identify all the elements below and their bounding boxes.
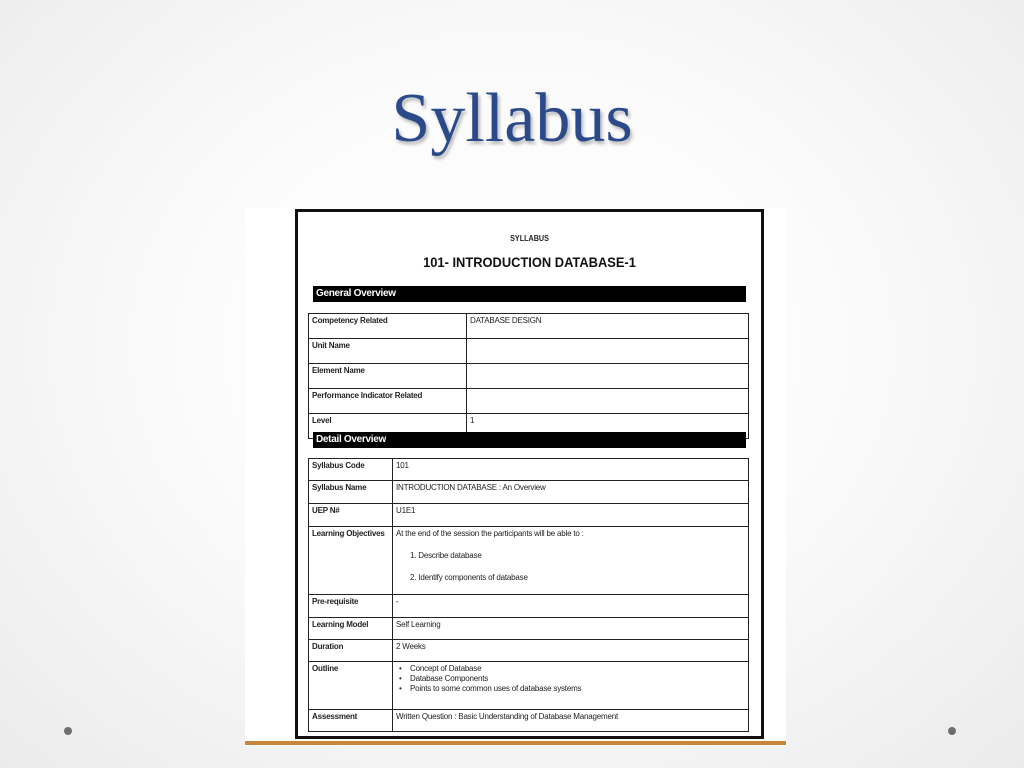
table-row [309,527,749,595]
performance-indicator-label: Performance Indicator Related [309,389,467,414]
table-row [309,459,749,481]
document-accent-line [245,741,786,745]
slide-nav-dot-right [948,727,956,735]
table-row [309,504,749,527]
level-label: Level [309,414,467,439]
slide-nav-dot-left [64,727,72,735]
detail-overview-bar: Detail Overview [313,432,746,448]
syllabus-code-value: 101 [393,459,749,481]
unit-name-label: Unit Name [309,339,467,364]
document-small-title: SYLLABUS [510,234,549,243]
table-row [309,389,749,414]
syllabus-document [295,209,764,739]
competency-label: Competency Related [309,314,467,339]
syllabus-name-label: Syllabus Name [309,481,393,504]
element-name-value [467,364,749,389]
table-row [309,364,749,389]
list-item: • Points to some common uses of database systems [396,684,745,694]
unit-name-value [467,339,749,364]
uep-label: UEP N# [309,504,393,527]
detail-overview-table [308,458,749,732]
competency-value: DATABASE DESIGN [467,314,749,339]
syllabus-name-value: INTRODUCTION DATABASE : An Overview [393,481,749,504]
list-item: • Concept of Database [396,664,745,674]
performance-indicator-value [467,389,749,414]
element-name-label: Element Name [309,364,467,389]
duration-value: 2 Weeks [393,640,749,662]
general-overview-bar: General Overview [313,286,746,302]
level-value: 1 [467,414,749,439]
slide-title: Syllabus [391,80,633,157]
table-row [309,618,749,640]
objectives-list [396,551,745,583]
objectives-intro: At the end of the session the participants will be able to : [396,529,584,538]
prerequisite-value: - [393,595,749,618]
assessment-value: Written Question : Basic Understanding of Database Management [393,710,749,732]
outline-list [396,664,745,694]
prerequisite-label: Pre-requisite [309,595,393,618]
table-row [309,662,749,710]
outline-label: Outline [309,662,393,710]
table-row [309,339,749,364]
learning-objectives-cell [393,527,749,595]
outline-cell [393,662,749,710]
learning-model-label: Learning Model [309,618,393,640]
table-row [309,314,749,339]
duration-label: Duration [309,640,393,662]
table-row [309,595,749,618]
list-item: 1. Describe database [410,551,482,560]
list-item: 2. Identify components of database [410,573,528,582]
list-item: • Database Components [396,674,745,684]
document-heading: 101- INTRODUCTION DATABASE-1 [423,254,636,270]
general-overview-table [308,313,749,439]
table-row [309,710,749,732]
learning-objectives-label: Learning Objectives [309,527,393,595]
learning-model-value: Self Learning [393,618,749,640]
assessment-label: Assessment [309,710,393,732]
table-row [309,481,749,504]
table-row [309,640,749,662]
syllabus-code-label: Syllabus Code [309,459,393,481]
uep-value: U1E1 [393,504,749,527]
